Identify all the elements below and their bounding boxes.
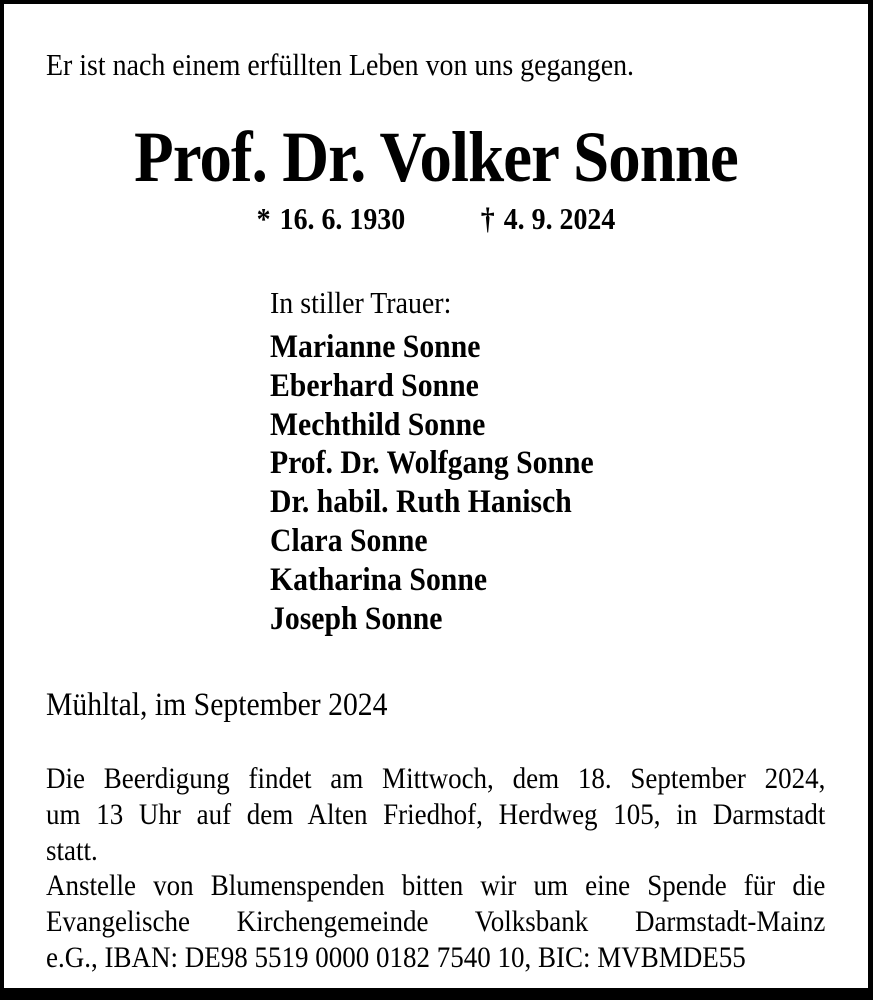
mourner-name: Dr. habil. Ruth Hanisch bbox=[270, 484, 572, 521]
life-dates bbox=[47, 200, 825, 238]
mourner-name: Mechthild Sonne bbox=[270, 406, 486, 443]
mourner-name: Katharina Sonne bbox=[270, 561, 488, 598]
mourners-list bbox=[270, 328, 594, 638]
mourner-name: Marianne Sonne bbox=[270, 329, 481, 365]
funeral-line: statt. bbox=[46, 833, 98, 867]
death-date-text: 4. 9. 2024 bbox=[503, 201, 616, 236]
funeral-paragraph bbox=[46, 761, 825, 868]
birth-date bbox=[257, 201, 406, 236]
birth-star-symbol: * bbox=[256, 201, 271, 236]
birth-date-text: 16. 6. 1930 bbox=[279, 201, 406, 236]
funeral-line: Die Beerdigung findet am Mittwoch, dem 18. September 2024, bbox=[46, 762, 826, 795]
donation-line: Evangelische Kirchengemeinde Volksbank Darmstadt-Mainz bbox=[46, 904, 826, 938]
mourner-name: Clara Sonne bbox=[270, 522, 428, 559]
death-cross-symbol: † bbox=[480, 201, 495, 236]
funeral-line: um 13 Uhr auf dem Alten Friedhof, Herdweg 105, in Darmstadt bbox=[46, 797, 826, 831]
donation-line: Anstelle von Blumenspenden bitten wir um eine Spende für die bbox=[46, 869, 826, 902]
donation-line: e.G., IBAN: DE98 5519 0000 0182 7540 10, BIC: MVBMDE55 bbox=[46, 940, 746, 974]
intro-text: Er ist nach einem erfüllten Leben von uns gegangen. bbox=[46, 47, 635, 82]
deceased-name: Prof. Dr. Volker Sonne bbox=[134, 117, 738, 197]
place-date-line: Mühltal, im September 2024 bbox=[46, 687, 388, 723]
mourner-name: Joseph Sonne bbox=[270, 600, 443, 637]
death-date bbox=[481, 201, 616, 236]
mourner-name: Prof. Dr. Wolfgang Sonne bbox=[270, 445, 594, 482]
donation-paragraph bbox=[46, 868, 825, 975]
mourner-name: Eberhard Sonne bbox=[270, 367, 479, 404]
mourning-label: In stiller Trauer: bbox=[270, 285, 452, 320]
